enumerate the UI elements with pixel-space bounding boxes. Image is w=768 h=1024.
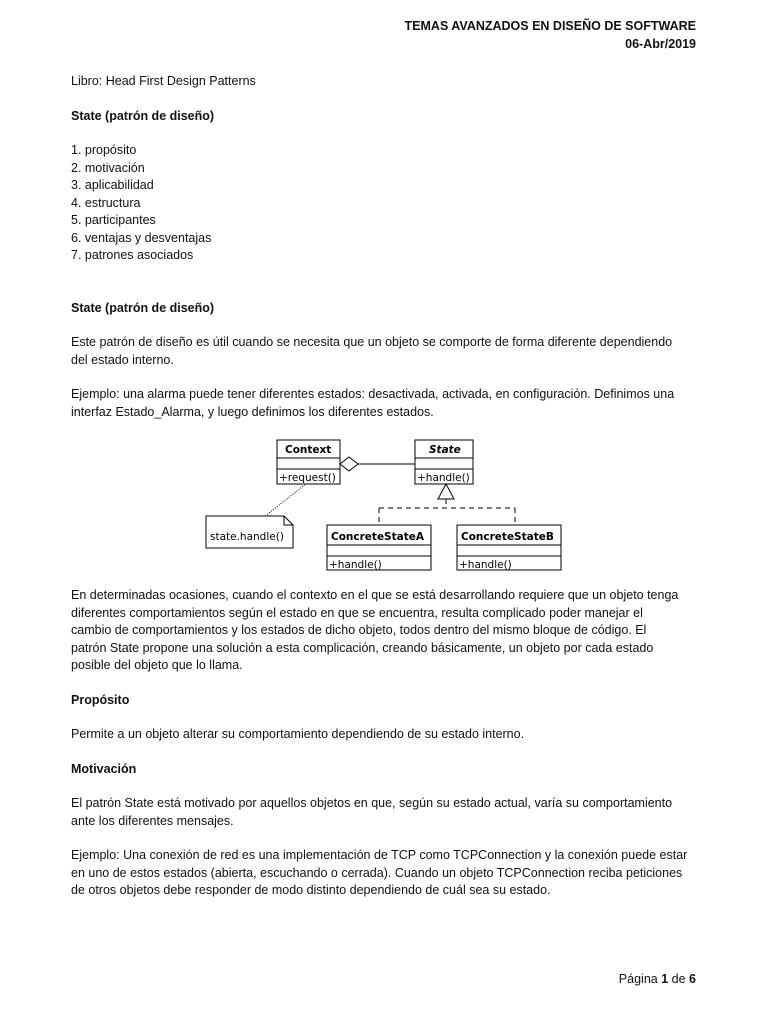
book-line: Libro: Head First Design Patterns — [71, 74, 256, 88]
toc-list — [71, 142, 701, 265]
motivacion-line: ante los diferentes mensajes. — [71, 813, 234, 828]
section-title: State (patrón de diseño) — [71, 108, 215, 123]
intro-line: del estado interno. — [71, 352, 174, 367]
note-text: state.handle() — [210, 531, 284, 543]
page-footer — [619, 971, 696, 989]
state-interface-method: +handle() — [417, 472, 470, 484]
tcp-line: Ejemplo: Una conexión de red es una implementación de TCP como TCPConnection y la conexión puede estar — [71, 848, 688, 862]
footer-page-label: Página — [618, 972, 658, 986]
note-anchor-line — [265, 484, 306, 516]
motivacion-heading: Motivación — [71, 761, 137, 776]
concrete-state-b-method: +handle() — [459, 559, 512, 571]
concrete-state-b-name: ConcreteStateB — [461, 531, 554, 543]
proposito-heading: Propósito — [71, 692, 130, 707]
footer-page-number: 1 — [661, 972, 669, 986]
para-line: patrón State propone una solución a esta complicación, creando básicamente, un objeto por cada estado — [71, 640, 654, 655]
concrete-state-b-class — [457, 525, 561, 571]
para-line: En determinadas ocasiones, cuando el contexto en el que se está desarrollando requiere que un objeto tenga — [71, 588, 679, 602]
toc-item: 4. estructura — [71, 195, 141, 210]
context-class-name: Context — [285, 444, 332, 456]
section-title-2: State (patrón de diseño) — [71, 300, 215, 315]
footer-of-label: de — [671, 972, 686, 986]
header-date: 06-Abr/2019 — [625, 37, 696, 51]
context-class-method: +request() — [279, 472, 336, 484]
tcp-line: de otros objetos debe responder de modo distinto dependiendo de cuál sea su estado. — [71, 883, 551, 897]
concrete-state-a-method: +handle() — [329, 559, 382, 571]
footer-page-total: 6 — [689, 972, 696, 986]
note-box — [206, 516, 293, 548]
proposito-text: Permite a un objeto alterar su comportamiento dependiendo de su estado interno. — [71, 727, 525, 741]
motivacion-line: El patrón State está motivado por aquellos objetos en que, según su estado actual, varía su comportamiento — [71, 796, 673, 810]
document-header — [405, 17, 696, 53]
example-line: Ejemplo: una alarma puede tener diferentes estados: desactivada, activada, en configuración. Definimos una — [71, 387, 675, 401]
para-line: diferentes comportamientos según el estado en que se encuentra, resulta complicado poder manejar el — [71, 605, 643, 620]
para-line: posible del objeto que lo llama. — [71, 658, 243, 672]
realization-arrow — [438, 484, 454, 499]
example-line: interfaz Estado_Alarma, y luego definimos los diferentes estados. — [71, 404, 434, 419]
toc-item: 2. motivación — [71, 160, 145, 175]
aggregation-diamond — [340, 457, 358, 471]
intro-line: Este patrón de diseño es útil cuando se necesita que un objeto se comporte de forma diferente dependiendo — [71, 335, 673, 349]
context-class — [277, 440, 340, 484]
concrete-state-a-class — [327, 525, 431, 571]
header-title: TEMAS AVANZADOS EN DISEÑO DE SOFTWARE — [404, 19, 696, 33]
toc-item: 1. propósito — [71, 143, 137, 157]
state-interface-name: State — [429, 444, 461, 456]
toc-item: 6. ventajas y desventajas — [71, 230, 212, 245]
toc-item: 7. patrones asociados — [71, 248, 194, 262]
para-line: cambio de comportamientos y los estados de dicho objeto, todos dentro del mismo bloque de código. El — [71, 623, 647, 637]
tcp-line: en uno de estos estados (abierta, escuchando o cerrada). Cuando un objeto TCPConnection reciba peticiones — [71, 865, 683, 880]
uml-state-diagram — [203, 438, 573, 578]
toc-item: 3. aplicabilidad — [71, 178, 154, 192]
toc-item: 5. participantes — [71, 213, 156, 227]
realization-lines — [379, 499, 515, 525]
state-interface — [415, 440, 473, 484]
concrete-state-a-name: ConcreteStateA — [331, 531, 424, 543]
